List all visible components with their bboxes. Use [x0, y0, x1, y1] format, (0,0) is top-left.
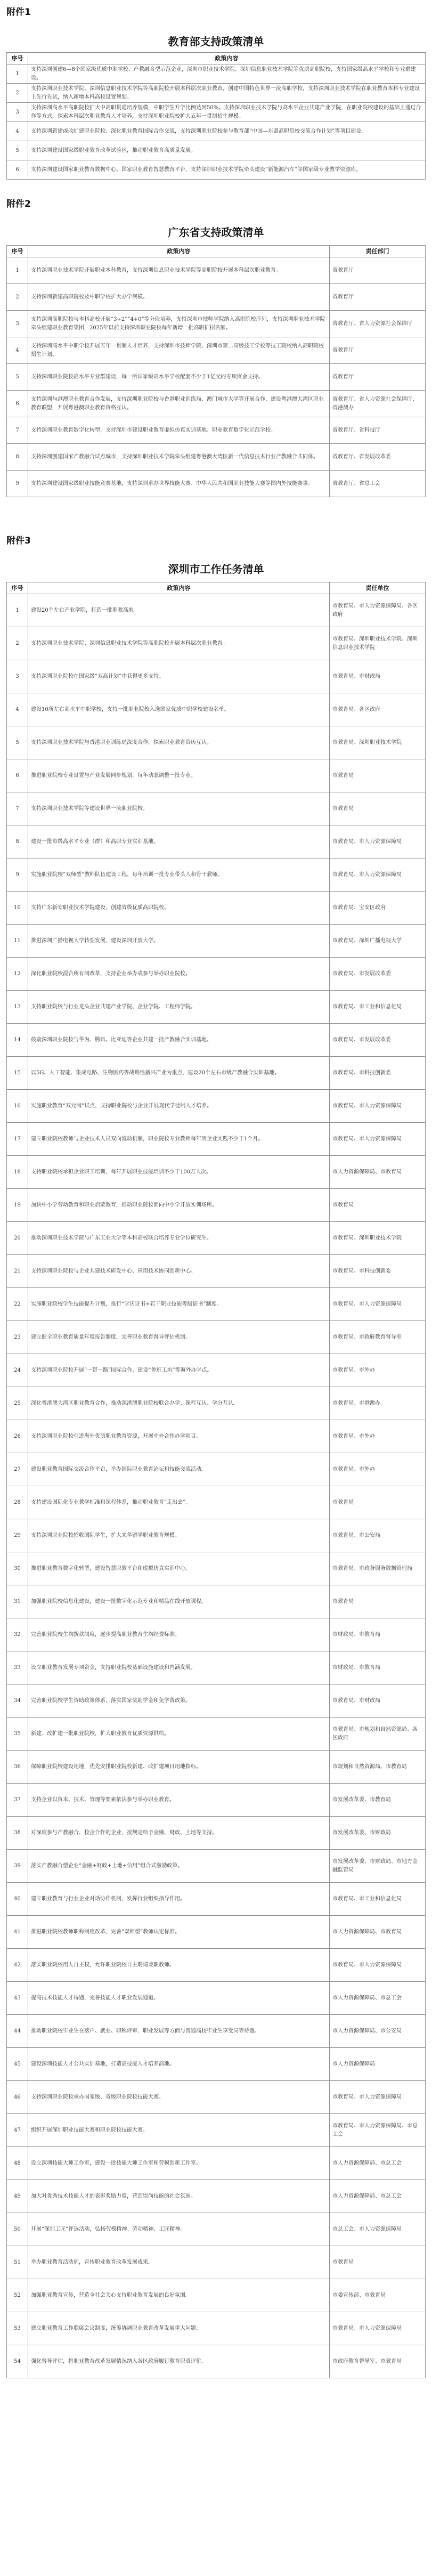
table-row	[7, 2345, 426, 2378]
table-row	[7, 1519, 426, 1552]
row-number: 38	[7, 1817, 28, 1850]
table-row	[7, 444, 426, 471]
responsible-unit: 市教育局	[330, 1189, 426, 1222]
responsible-unit: 市教育局、市人力资源保障局、市总工会	[330, 2114, 426, 2147]
row-number: 43	[7, 1982, 28, 2015]
table-row	[7, 1189, 426, 1222]
table-row	[7, 958, 426, 991]
policy-content: 支持深圳职业教育数字化转型，支持深圳市建设职业教育虚拟仿真实训基地、职业教育数字化示范学校。	[28, 417, 330, 444]
table-row	[7, 284, 426, 311]
row-number: 10	[7, 892, 28, 925]
responsible-unit: 省教育厅、省发展改革委	[330, 444, 426, 471]
header-cell: 政策内容	[28, 582, 330, 594]
table-row	[7, 1123, 426, 1156]
responsible-unit: 市教育局、市发展改革委	[330, 1024, 426, 1057]
responsible-unit: 市教育局、市人力资源保障局	[330, 1949, 426, 1982]
row-number: 5	[7, 141, 28, 160]
table-row	[7, 311, 426, 337]
table-row	[7, 792, 426, 825]
responsible-unit: 市教育局、深圳职业技术学院、深圳信息职业技术学院	[330, 627, 426, 660]
row-number: 31	[7, 1585, 28, 1618]
row-number: 34	[7, 1684, 28, 1718]
table-row	[7, 1486, 426, 1519]
row-number: 1	[7, 64, 28, 84]
policy-content: 建立职业教育工作联席会议制度，统筹协调职业教育改革发展重大问题。	[28, 2312, 330, 2345]
row-number: 5	[7, 364, 28, 391]
responsible-unit: 省教育厅	[330, 364, 426, 391]
policy-content: 设立深圳技能大师工作室，建设一批技能大师工作室和劳模创新工作室。	[28, 2147, 330, 2180]
policy-content: 支持深圳建设国家级职业教育改革试验区，推动职业教育高质量发展。	[28, 141, 426, 160]
table-row	[7, 1222, 426, 1255]
policy-content: 深化职业院校混合所有制改革，支持企业举办或参与举办职业院校。	[28, 958, 330, 991]
table-row	[7, 2048, 426, 2081]
table-row	[7, 1024, 426, 1057]
table-row	[7, 991, 426, 1024]
table-row	[7, 364, 426, 391]
row-number: 9	[7, 858, 28, 892]
table-row	[7, 594, 426, 627]
policy-content: 支持深圳高职院校与本科高校开展“3+2”“4+0”等分段培养，支持深圳市技师学院纳入高职院校序列，支持深圳职业技术学院牵头组建职业教育集团，2025年以前支持深圳职业院校每年新增一批高职扩招名额。	[28, 311, 330, 337]
row-number: 4	[7, 337, 28, 364]
row-number: 24	[7, 1354, 28, 1387]
responsible-unit: 市教育局、市人力资源保障局	[330, 825, 426, 858]
responsible-unit: 市人力资源保障局、市总工会	[330, 1982, 426, 2015]
policy-content: 支持深圳职业院校引进海外优质职业教育资源，开展中外合作办学项目。	[28, 1420, 330, 1453]
responsible-unit: 市人力资源保障局、市公安局	[330, 2015, 426, 2048]
responsible-unit: 市教育局、市规划和自然资源局、各区政府	[330, 1718, 426, 1751]
row-number: 32	[7, 1618, 28, 1651]
row-number: 19	[7, 1189, 28, 1222]
policy-content: 鼓励深圳职业院校与华为、腾讯、比亚迪等企业共建一批产教融合实训基地。	[28, 1024, 330, 1057]
table-row	[7, 858, 426, 892]
responsible-unit: 市教育局、市科技创新委	[330, 1057, 426, 1090]
policy-content: 支持深圳高水平高职院校扩大中高职贯通培养规模，中职学生升学比例达到50%。支持深圳职业技术学院与高水平企业共建产业学院，在职业院校建设的基础上通过合作等方式，探索本科层次职业教育人才培养，支持深圳职业院校扩大五年一贯制招生规模。	[28, 103, 426, 122]
policy-content: 推动职业院校毕业生在落户、就业、职称评审、职业发展等方面与普通高校毕业生享受同等待遇。	[28, 2015, 330, 2048]
row-number: 48	[7, 2147, 28, 2180]
responsible-unit: 市教育局、深圳职业技术学院	[330, 1222, 426, 1255]
policy-content: 建立健全职业教育质量年度报告制度，完善职业教育督导评估机制。	[28, 1321, 330, 1354]
policy-content: 推进深圳广播电视大学转型发展，建设深圳开放大学。	[28, 925, 330, 958]
row-number: 2	[7, 627, 28, 660]
annex3-title: 深圳市工作任务清单	[168, 563, 264, 576]
policy-content: 以5G、人工智能、集成电路、生物医药等战略性新兴产业为重点，建设20个左右市级产教融合实训基地。	[28, 1057, 330, 1090]
responsible-unit: 市教育局、宝安区政府	[330, 892, 426, 925]
row-number: 44	[7, 2015, 28, 2048]
header-cell: 序号	[7, 53, 28, 64]
table-row	[7, 160, 426, 180]
policy-content: 支持深圳职业技术学院与香港职业训练局深度合作，探索职业教育资历互认。	[28, 726, 330, 759]
annex3-table	[6, 582, 426, 2378]
responsible-unit: 市财政局、市教育局	[330, 1651, 426, 1684]
row-number: 42	[7, 1949, 28, 1982]
table-row	[7, 2114, 426, 2147]
policy-content: 建设20个左右产业学院，打造一批职教高地。	[28, 594, 330, 627]
responsible-unit: 省教育厅	[330, 257, 426, 284]
responsible-unit: 市教育局、市人力资源保障局、各区政府	[330, 594, 426, 627]
policy-content: 加强职业教育宣传，营造全社会关心支持职业教育发展的良好氛围。	[28, 2279, 330, 2312]
annex2-header-row	[7, 246, 426, 257]
responsible-unit: 市教育局、市外办	[330, 1453, 426, 1486]
row-number: 13	[7, 991, 28, 1024]
row-number: 4	[7, 122, 28, 141]
responsible-unit: 市教育局、市人力资源保障局	[330, 2081, 426, 2114]
table-row	[7, 1453, 426, 1486]
row-number: 6	[7, 759, 28, 792]
policy-content: 支持深圳职业院校招收国际学生，扩大来华留学职业教育规模。	[28, 1519, 330, 1552]
policy-content: 支持深圳与港澳职业教育合作发展，支持深圳职业院校与香港职业训练局、澳门城市大学等开展合作，建设粤港澳大湾区职业教育联盟，开展粤港澳职业教育资格互认。	[28, 391, 330, 417]
row-number: 16	[7, 1090, 28, 1123]
responsible-unit: 市教育局	[330, 759, 426, 792]
policy-content: 开展“深圳工匠”评选活动，弘扬劳模精神、劳动精神、工匠精神。	[28, 2213, 330, 2246]
annex1-table	[6, 52, 426, 180]
row-number: 23	[7, 1321, 28, 1354]
annex3-header-row	[7, 582, 426, 594]
policy-content: 推动深圳职业技术学院与广东工业大学等本科高校联合培养专业学位研究生。	[28, 1222, 330, 1255]
table-row	[7, 471, 426, 497]
row-number: 3	[7, 103, 28, 122]
table-row	[7, 925, 426, 958]
row-number: 41	[7, 1916, 28, 1949]
table-row	[7, 1585, 426, 1618]
policy-content: 实施职业院校“双师型”教师队伍建设工程，每年培训一批专业带头人和骨干教师。	[28, 858, 330, 892]
row-number: 25	[7, 1387, 28, 1420]
row-number: 39	[7, 1850, 28, 1883]
table-row	[7, 1718, 426, 1751]
policy-content: 实施职业院校学生技能提升计划，推行“学历证书+若干职业技能等级证书”制度。	[28, 1288, 330, 1321]
policy-content: 组织开展深圳职业技能大赛和职业院校技能大赛。	[28, 2114, 330, 2147]
row-number: 26	[7, 1420, 28, 1453]
policy-content: 支持深圳创建国家产教融合试点城市，支持深圳职业技术学院牵头组建粤港澳大湾区新一代信息技术行业产教融合共同体。	[28, 444, 330, 471]
table-row	[7, 2213, 426, 2246]
responsible-unit: 省教育厅、省人力资源社会保障厅、省港澳办	[330, 391, 426, 417]
row-number: 3	[7, 660, 28, 693]
row-number: 52	[7, 2279, 28, 2312]
table-row	[7, 1090, 426, 1123]
row-number: 28	[7, 1486, 28, 1519]
responsible-unit: 市教育局、市港澳办	[330, 1387, 426, 1420]
table-row	[7, 391, 426, 417]
table-row	[7, 1883, 426, 1916]
row-number: 17	[7, 1123, 28, 1156]
table-row	[7, 1156, 426, 1189]
table-row	[7, 1982, 426, 2015]
table-row	[7, 1949, 426, 1982]
annex2-label: 附件2	[6, 199, 31, 209]
row-number: 12	[7, 958, 28, 991]
responsible-unit: 市发展改革委、市财政局	[330, 1817, 426, 1850]
row-number: 33	[7, 1651, 28, 1684]
responsible-unit: 市教育局、市工业和信息化局	[330, 1883, 426, 1916]
policy-content: 支持深圳职业技术学院、深圳信息职业技术学院等高职院校开展本科层次职业教育，创建中国特色世界一流高职学校，支持深圳职业技术学院在职业教育本科专业建设上先行先试，纳入新增本科高校设置规划。	[28, 84, 426, 103]
row-number: 50	[7, 2213, 28, 2246]
responsible-unit: 市教育局、市人力资源保障局	[330, 2312, 426, 2345]
policy-content: 支持深圳职业技术学院、深圳信息职业技术学院等高职院校开展本科层次职业教育。	[28, 627, 330, 660]
policy-content: 加大对优秀技术技能人才的表彰奖励力度，营造崇尚技能的社会氛围。	[28, 2180, 330, 2213]
row-number: 3	[7, 311, 28, 337]
policy-content: 支持深圳职业院校与企业共建技术研发中心、应用技术协同创新中心。	[28, 1255, 330, 1288]
table-row	[7, 2279, 426, 2312]
row-number: 18	[7, 1156, 28, 1189]
row-number: 1	[7, 257, 28, 284]
row-number: 7	[7, 792, 28, 825]
policy-content: 支持深圳职业院校承办国家级、省级职业院校技能大赛。	[28, 2081, 330, 2114]
table-row	[7, 337, 426, 364]
policy-content: 设立职业教育发展专项资金，支持职业院校基础设施建设和内涵发展。	[28, 1651, 330, 1684]
responsible-unit: 市人力资源保障局、市教育局	[330, 1156, 426, 1189]
table-row	[7, 627, 426, 660]
responsible-unit: 省教育厅	[330, 284, 426, 311]
annex1-header-row	[7, 53, 426, 64]
responsible-unit: 省教育厅	[330, 337, 426, 364]
responsible-unit: 市政府教育督导室、市教育局	[330, 2345, 426, 2378]
row-number: 14	[7, 1024, 28, 1057]
policy-content: 新建、改扩建一批职业院校，扩大职业教育优质资源供给。	[28, 1718, 330, 1751]
policy-content: 支持深圳新建或改扩建职业院校、深化职业教育国际合作交流，支持深圳职业院校参与教育部“中国—东盟高职院校交流合作计划”等项目建设。	[28, 122, 426, 141]
responsible-unit: 市教育局、深圳职业技术学院	[330, 726, 426, 759]
policy-content: 实施职业教育“双元制”试点，支持职业院校与企业开展现代学徒制人才培养。	[28, 1090, 330, 1123]
row-number: 6	[7, 160, 28, 180]
policy-content: 举办职业教育活动周，宣传职业教育改革发展成果。	[28, 2246, 330, 2279]
table-row	[7, 759, 426, 792]
policy-content: 支持深圳建设国家职业教育数据中心、国家职业教育智慧教育平台，支持深圳职业技术学院牵头建设“新能源汽车”等国家级专业教学资源库。	[28, 160, 426, 180]
row-number: 47	[7, 2114, 28, 2147]
row-number: 2	[7, 84, 28, 103]
responsible-unit: 市教育局、市外办	[330, 1354, 426, 1387]
table-row	[7, 1651, 426, 1684]
policy-content: 提高技术技能人才待遇，完善技能人才职业发展通道。	[28, 1982, 330, 2015]
table-row	[7, 1850, 426, 1883]
responsible-unit: 市教育局、市人力资源保障局	[330, 1123, 426, 1156]
responsible-unit: 市教育局、市财政局	[330, 1684, 426, 1718]
responsible-unit: 市教育局、市政府教育督导室	[330, 1321, 426, 1354]
annex2-table	[6, 245, 426, 497]
policy-content: 建设一批市级高水平专业（群）和高职专业实训基地。	[28, 825, 330, 858]
policy-content: 加强职业院校信息化建设，建设一批数字化示范专业和精品在线开放课程。	[28, 1585, 330, 1618]
row-number: 51	[7, 2246, 28, 2279]
responsible-unit: 市发展改革委、市财政局、市地方金融监管局	[330, 1850, 426, 1883]
table-row	[7, 1354, 426, 1387]
responsible-unit: 市教育局、市人力资源保障局	[330, 1288, 426, 1321]
policy-content: 推进职业教育数字化转型，建设智慧职教平台和虚拟仿真实训中心。	[28, 1552, 330, 1585]
header-cell: 序号	[7, 246, 28, 257]
responsible-unit: 市规划和自然资源局、市教育局	[330, 1751, 426, 1784]
table-row	[7, 1321, 426, 1354]
table-row	[7, 2015, 426, 2048]
policy-content: 支持职业院校承担企业职工培训，每年开展职业技能培训不少于100万人次。	[28, 1156, 330, 1189]
row-number: 5	[7, 726, 28, 759]
responsible-unit: 市财政局、市教育局	[330, 1618, 426, 1651]
responsible-unit: 市教育局	[330, 1585, 426, 1618]
responsible-unit: 市教育局、市工业和信息化局	[330, 991, 426, 1024]
policy-content: 支持深圳职业院校在国家级“双高计划”中获得更多支持。	[28, 660, 330, 693]
responsible-unit: 市人力资源保障局、市总工会	[330, 2180, 426, 2213]
annex1-label: 附件1	[6, 7, 31, 18]
policy-content: 支持深圳创建6—8个国家级优质中职学校、产教融合型示范企业，深圳市职业技术学院、深圳信息职业技术学院等优质高职院校，支持国家级高水平学校和专业群建设。	[28, 64, 426, 84]
responsible-unit: 市教育局、市发展改革委	[330, 958, 426, 991]
row-number: 22	[7, 1288, 28, 1321]
policy-content: 建立职业院校教师与企业技术人员双向流动机制，职业院校专业教师每年到企业实践不少于1个月。	[28, 1123, 330, 1156]
responsible-unit: 市委宣传部、市教育局	[330, 2279, 426, 2312]
responsible-unit: 市人力资源保障局、市总工会	[330, 2147, 426, 2180]
responsible-unit: 市教育局、各区政府	[330, 693, 426, 726]
table-row	[7, 64, 426, 84]
responsible-unit: 市教育局	[330, 2246, 426, 2279]
table-row	[7, 1057, 426, 1090]
responsible-unit: 市教育局、深圳广播电视大学	[330, 925, 426, 958]
policy-content: 支持企业以资本、技术、管理等要素依法参与举办职业教育。	[28, 1784, 330, 1817]
policy-content: 支持深圳新建高职院校及中职学校扩大办学规模。	[28, 284, 330, 311]
responsible-unit: 市教育局、市财政局	[330, 660, 426, 693]
responsible-unit: 市教育局、市科技创新委	[330, 1255, 426, 1288]
policy-content: 支持深圳职业院校开展“一带一路”国际合作，建设“鲁班工坊”等海外办学点。	[28, 1354, 330, 1387]
responsible-unit: 省教育厅、省科技厅	[330, 417, 426, 444]
responsible-unit: 省教育厅、省总工会	[330, 471, 426, 497]
table-row	[7, 2312, 426, 2345]
row-number: 54	[7, 2345, 28, 2378]
table-row	[7, 1618, 426, 1651]
responsible-unit: 市教育局、市政务服务数据管理局	[330, 1552, 426, 1585]
policy-content: 完善职业院校学生资助政策体系，落实国家奖助学金和免学费政策。	[28, 1684, 330, 1718]
policy-content: 支持深圳建设国家级职业技能竞赛基地，支持深圳承办世界技能大赛、中华人民共和国职业技能大赛等国内外技能赛事。	[28, 471, 330, 497]
row-number: 46	[7, 2081, 28, 2114]
table-row	[7, 1420, 426, 1453]
row-number: 6	[7, 391, 28, 417]
table-row	[7, 1387, 426, 1420]
table-row	[7, 825, 426, 858]
table-row	[7, 122, 426, 141]
table-row	[7, 660, 426, 693]
table-row	[7, 257, 426, 284]
responsible-unit: 市教育局、市人力资源保障局	[330, 858, 426, 892]
table-row	[7, 1684, 426, 1718]
policy-content: 建设职业教育国际交流合作平台，举办国际职业教育论坛和技能交流活动。	[28, 1453, 330, 1486]
policy-content: 推进职业院校教师职称制度改革，完善“双师型”教师认定标准。	[28, 1916, 330, 1949]
row-number: 1	[7, 594, 28, 627]
policy-content: 落实职业院校用人自主权，允许职业院校自主聘请兼职教师。	[28, 1949, 330, 1982]
responsible-unit: 市教育局、市公安局	[330, 1519, 426, 1552]
policy-content: 推进职业院校专业设置与产业发展同步规划，每年动态调整一批专业。	[28, 759, 330, 792]
header-cell: 责任单位	[330, 582, 426, 594]
policy-content: 完善职业院校生均拨款制度，逐步提高职业教育生均经费标准。	[28, 1618, 330, 1651]
responsible-unit: 市教育局	[330, 792, 426, 825]
responsible-unit: 市教育局、市人力资源保障局	[330, 1090, 426, 1123]
header-cell: 政策内容	[28, 53, 426, 64]
policy-content: 建设10所左右高水平中职学校，支持一批职业院校入选国家优质中职学校建设名单。	[28, 693, 330, 726]
table-row	[7, 2147, 426, 2180]
policy-content: 加快中小学劳动教育和职业启蒙教育，推动职业院校面向中小学开放实训场所。	[28, 1189, 330, 1222]
row-number: 36	[7, 1751, 28, 1784]
header-cell: 政策内容	[28, 246, 330, 257]
table-row	[7, 417, 426, 444]
row-number: 30	[7, 1552, 28, 1585]
table-row	[7, 141, 426, 160]
responsible-unit: 省教育厅、省人力资源社会保障厅	[330, 311, 426, 337]
row-number: 53	[7, 2312, 28, 2345]
table-row	[7, 84, 426, 103]
header-cell: 序号	[7, 582, 28, 594]
row-number: 2	[7, 284, 28, 311]
table-row	[7, 103, 426, 122]
table-row	[7, 2081, 426, 2114]
policy-content: 支持深圳高水平中职学校开展五年一贯制人才培养，支持深圳市技师学院、深圳市第二高级技工学校等技工院校纳入高职院校招生计划。	[28, 337, 330, 364]
table-row	[7, 1552, 426, 1585]
responsible-unit: 市人力资源保障局、市教育局	[330, 1916, 426, 1949]
row-number: 15	[7, 1057, 28, 1090]
responsible-unit: 市发展改革委、市教育局	[330, 1784, 426, 1817]
row-number: 4	[7, 693, 28, 726]
table-row	[7, 892, 426, 925]
row-number: 21	[7, 1255, 28, 1288]
row-number: 29	[7, 1519, 28, 1552]
table-row	[7, 1916, 426, 1949]
policy-content: 保障职业院校建设用地，优先安排职业院校新建、改扩建项目用地指标。	[28, 1751, 330, 1784]
policy-content: 支持职业院校与行业龙头企业共建产业学院、企业学院、工程师学院。	[28, 991, 330, 1024]
policy-content: 建立职业教育与行业企业对话协作机制，发挥行业组织指导作用。	[28, 1883, 330, 1916]
header-cell: 责任部门	[330, 246, 426, 257]
policy-content: 支持深圳职业技术学院等建设世界一流职业院校。	[28, 792, 330, 825]
row-number: 20	[7, 1222, 28, 1255]
row-number: 8	[7, 444, 28, 471]
table-row	[7, 726, 426, 759]
row-number: 45	[7, 2048, 28, 2081]
table-row	[7, 1751, 426, 1784]
policy-content: 支持建设国际化专业教学标准和课程体系，推动职业教育“走出去”。	[28, 1486, 330, 1519]
table-row	[7, 1784, 426, 1817]
table-row	[7, 2180, 426, 2213]
annex1-title: 教育部支持政策清单	[168, 35, 264, 48]
row-number: 35	[7, 1718, 28, 1751]
policy-content: 落实产教融合型企业“金融+财政+土地+信用”组合式激励政策。	[28, 1850, 330, 1883]
row-number: 7	[7, 417, 28, 444]
row-number: 49	[7, 2180, 28, 2213]
responsible-unit: 市教育局、市外办	[330, 1420, 426, 1453]
row-number: 37	[7, 1784, 28, 1817]
policy-content: 深化粤港澳大湾区职业教育合作，推动深港澳职业院校联合办学、课程互认、学分互认。	[28, 1387, 330, 1420]
annex3-label: 附件3	[6, 536, 31, 546]
policy-content: 对深度参与产教融合、校企合作的企业，按规定给予金融、财政、土地等支持。	[28, 1817, 330, 1850]
row-number: 40	[7, 1883, 28, 1916]
table-row	[7, 693, 426, 726]
row-number: 8	[7, 825, 28, 858]
table-row	[7, 1288, 426, 1321]
policy-content: 支持广东新安职业技术学院建设，创建省级优质高职院校。	[28, 892, 330, 925]
policy-content: 支持深圳职业院校高水平专业群建设，每一所国家级高水平学校配套不少于1亿元的专项资金支持。	[28, 364, 330, 391]
table-row	[7, 1817, 426, 1850]
row-number: 27	[7, 1453, 28, 1486]
table-row	[7, 2246, 426, 2279]
row-number: 9	[7, 471, 28, 497]
row-number: 11	[7, 925, 28, 958]
policy-content: 强化督导评估，将职业教育改革发展情况纳入各区政府履行教育职责评价。	[28, 2345, 330, 2378]
responsible-unit: 市总工会、市人力资源保障局	[330, 2213, 426, 2246]
policy-content: 建设深圳技能人才公共实训基地，打造高技能人才培养高地。	[28, 2048, 330, 2081]
annex2-title: 广东省支持政策清单	[168, 226, 264, 239]
policy-content: 支持深圳职业技术学院开展职业本科教育，支持深圳信息职业技术学院等高职院校开展本科层次职业教育。	[28, 257, 330, 284]
responsible-unit: 市教育局	[330, 1486, 426, 1519]
responsible-unit: 市人力资源保障局	[330, 2048, 426, 2081]
table-row	[7, 1255, 426, 1288]
